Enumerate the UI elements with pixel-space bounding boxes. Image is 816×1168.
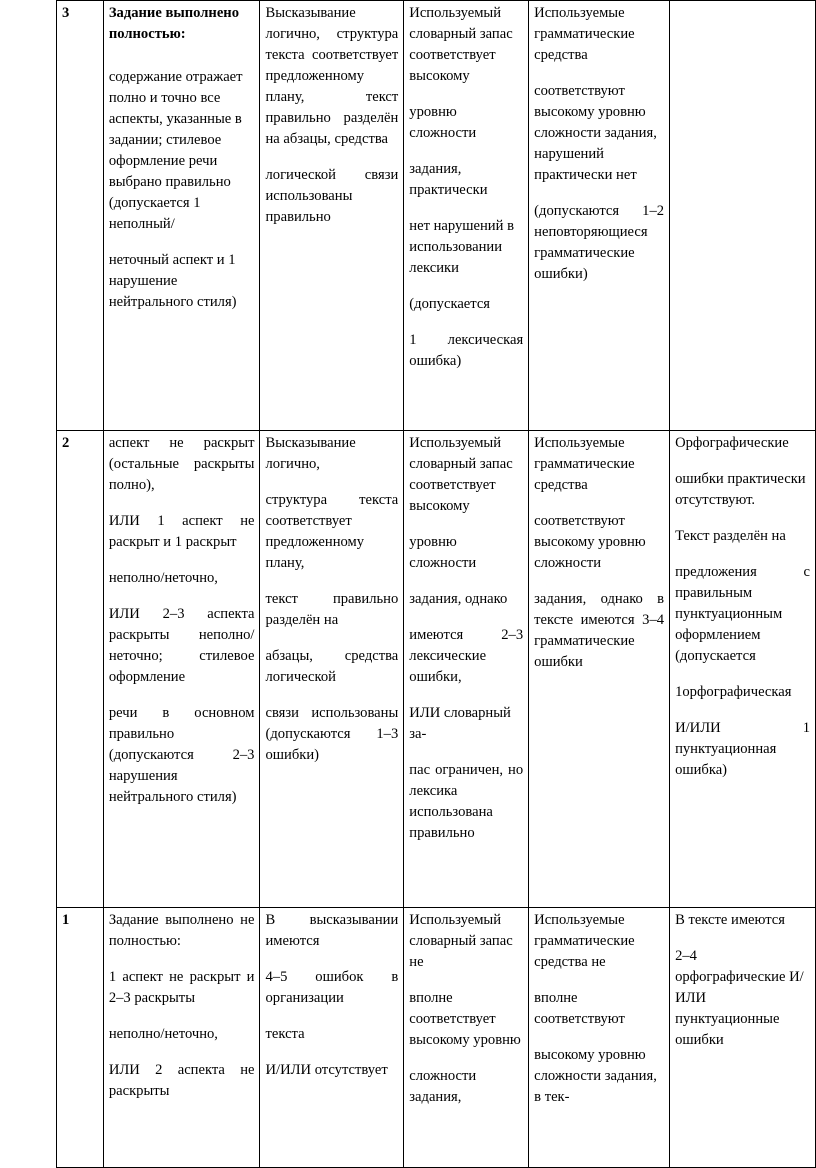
cell-paragraph: Используемый словарный запас соответствует высокому <box>409 435 513 514</box>
content-cell <box>103 908 260 1168</box>
cell-paragraph: предложения с правильным пунктуационным оформлением (допускается <box>675 564 810 664</box>
cell-paragraph: 4–5 ошибок в организации <box>265 969 399 1006</box>
organization-cell <box>260 1 404 431</box>
cell-paragraph: задания, практически <box>409 161 488 198</box>
cell-paragraph: нет нарушений в использовании лексики <box>409 218 514 276</box>
cell-paragraph: уровню сложности <box>409 104 477 141</box>
cell-paragraph: Используемые грамматические средства <box>534 5 635 63</box>
cell-paragraph: абзацы, средства логической <box>265 648 399 685</box>
cell-paragraph: задания, однако в тексте имеются 3–4 грамматические ошибки <box>534 591 665 670</box>
score-cell <box>57 1 104 431</box>
content-cell <box>103 431 260 908</box>
score-value: 2 <box>62 435 70 451</box>
cell-paragraph: Используемые грамматические средства не <box>534 912 635 970</box>
cell-paragraph: пас ограничен, но лексика использована правильно <box>409 762 524 841</box>
cell-paragraph: структура текста соответствует предложенному плану, <box>265 492 399 571</box>
cell-paragraph: аспект не раскрыт (остальные раскрыты полно), <box>108 435 255 493</box>
table-row-score-3 <box>57 1 816 431</box>
cell-paragraph: 1 аспект не раскрыт и 2–3 раскрыты <box>108 969 255 1006</box>
cell-paragraph: неполно/неточно, <box>108 570 218 586</box>
cell-paragraph: уровню сложности <box>409 534 477 571</box>
cell-paragraph: Используемые грамматические средства <box>534 435 635 493</box>
cell-paragraph: В высказывании имеются <box>265 912 399 949</box>
cell-paragraph: вполне соответствует высокому уровню <box>409 990 521 1048</box>
spelling-cell <box>670 1 816 431</box>
cell-paragraph: содержание отражает полно и точно все аспекты, указанные в задании; стилевое оформление речи выбрано правильно (допускается 1 неполный/ <box>108 69 243 232</box>
cell-paragraph: 1 лексическая ошибка) <box>409 332 524 369</box>
grammar-cell <box>529 908 670 1168</box>
organization-cell <box>260 908 404 1168</box>
assessment-criteria-table <box>56 0 816 1168</box>
cell-paragraph: логической связи использованы правильно <box>265 167 399 225</box>
cell-paragraph: сложности задания, <box>409 1068 477 1105</box>
cell-paragraph: Высказывание логично, структура текста соответствует предложенному плану, текст правильно разделён на абзацы, средства <box>265 5 399 147</box>
cell-paragraph: В тексте имеются <box>675 912 785 928</box>
cell-paragraph: соответствуют высокому уровню сложности <box>534 513 646 571</box>
cell-paragraph: Текст разделён на <box>675 528 786 544</box>
table-row-score-2 <box>57 431 816 908</box>
spelling-cell <box>670 431 816 908</box>
cell-paragraph: ИЛИ словарный за- <box>409 705 511 742</box>
cell-paragraph: текст правильно разделён на <box>265 591 399 628</box>
score-value: 1 <box>62 912 70 928</box>
cell-paragraph: И/ИЛИ 1 пунктуационная ошибка) <box>675 720 810 778</box>
cell-paragraph: И/ИЛИ отсутствует <box>265 1062 388 1078</box>
cell-paragraph: ИЛИ 1 аспект не раскрыт и 1 раскрыт <box>108 513 255 550</box>
cell-paragraph: (допускаются 1–2 неповторяющиеся грамматические ошибки) <box>534 203 665 282</box>
grammar-cell <box>529 431 670 908</box>
score-cell <box>57 908 104 1168</box>
cell-paragraph: 2–4 орфографические И/ИЛИ пунктуационные ошибки <box>675 948 804 1048</box>
organization-cell <box>260 431 404 908</box>
cell-paragraph: 1орфографическая <box>675 684 792 700</box>
vocabulary-cell <box>404 908 529 1168</box>
content-cell <box>103 1 260 431</box>
cell-paragraph: текста <box>265 1026 305 1042</box>
cell-paragraph: задания, однако <box>409 591 508 607</box>
cell-paragraph: ИЛИ 2 аспекта не раскрыты <box>108 1062 255 1099</box>
score-cell <box>57 431 104 908</box>
cell-paragraph: имеются 2–3 лексические ошибки, <box>409 627 524 685</box>
cell-paragraph: ИЛИ 2–3 аспекта раскрыты неполно/неточно; стилевое оформление <box>108 606 255 685</box>
spelling-cell <box>670 908 816 1168</box>
cell-paragraph: неточный аспект и 1 нарушение нейтрального стиля) <box>108 252 237 310</box>
cell-paragraph: связи использованы (допускаются 1–3 ошибки) <box>265 705 399 763</box>
cell-paragraph: соответствуют высокому уровню сложности задания, нарушений практически нет <box>534 83 657 183</box>
cell-paragraph: (допускается <box>409 296 491 312</box>
grammar-cell <box>529 1 670 431</box>
score-value: 3 <box>62 5 70 21</box>
cell-paragraph: неполно/неточно, <box>108 1026 218 1042</box>
vocabulary-cell <box>404 431 529 908</box>
cell-paragraph: ошибки практически отсутствуют. <box>675 471 806 508</box>
table-row-score-1 <box>57 908 816 1168</box>
cell-paragraph: Высказывание логично, <box>265 435 356 472</box>
cell-paragraph: Используемый словарный запас не <box>409 912 513 970</box>
cell-paragraph: вполне соответствуют <box>534 990 625 1027</box>
cell-paragraph: высокому уровню сложности задания, в тек- <box>534 1047 657 1105</box>
cell-paragraph: Орфографические <box>675 435 789 451</box>
vocabulary-cell <box>404 1 529 431</box>
cell-paragraph: речи в основном правильно (допускаются 2–3 нарушения нейтрального стиля) <box>108 705 255 805</box>
cell-paragraph: Задание выполнено полностью: <box>108 5 240 42</box>
cell-paragraph: Задание выполнено не полностью: <box>108 912 255 949</box>
cell-paragraph: Используемый словарный запас соответствует высокому <box>409 5 513 84</box>
